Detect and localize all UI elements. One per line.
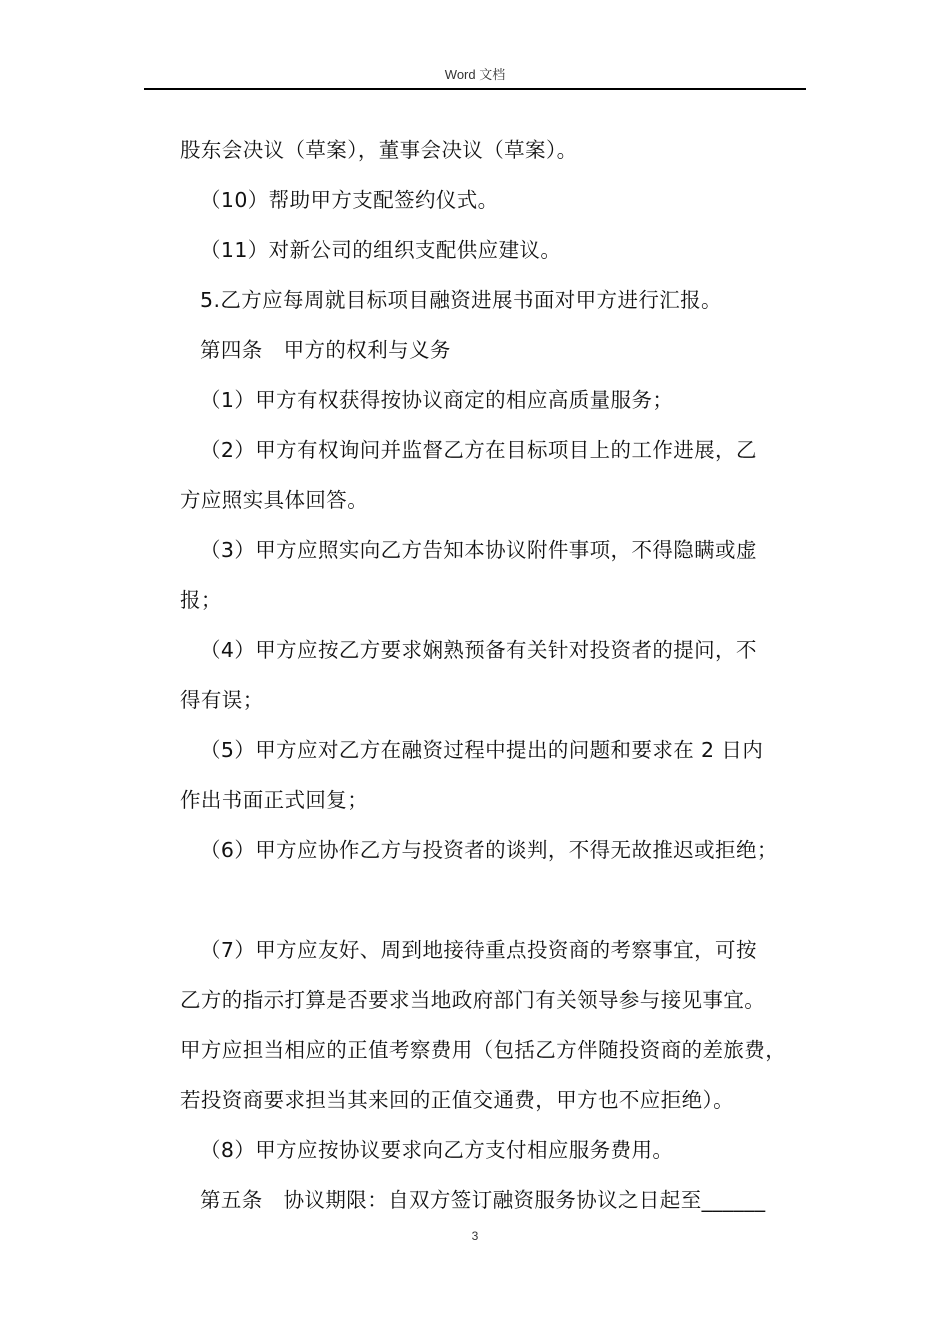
paragraph-line: （6）甲方应协作乙方与投资者的谈判，不得无故推迟或拒绝； [200,838,778,862]
paragraph-line: （5）甲方应对乙方在融资过程中提出的问题和要求在 2 日内 [200,738,764,762]
paragraph-line: 若投资商要求担当其来回的正值交通费，甲方也不应拒绝）。 [180,1088,735,1112]
paragraph-line: （2）甲方有权询问并监督乙方在目标项目上的工作进展，乙 [200,438,757,462]
header-text: Word 文档 [444,67,506,82]
header-divider [144,88,806,90]
paragraph-line: 甲方应担当相应的正值考察费用（包括乙方伴随投资商的差旅费， [180,1038,787,1062]
section-heading: 第五条 协议期限：自双方签订融资服务协议之日起至______ [200,1188,766,1212]
paragraph-line: （10）帮助甲方支配签约仪式。 [200,188,499,212]
paragraph-line: 乙方的指示打算是否要求当地政府部门有关领导参与接见事宜。 [180,988,766,1012]
paragraph-line: 得有误； [180,688,264,712]
paragraph-line: 股东会决议（草案），董事会决议（草案）。 [180,138,578,162]
page-header [0,66,950,84]
paragraph-line: 方应照实具体回答。 [180,488,369,512]
paragraph-line: （7）甲方应友好、周到地接待重点投资商的考察事宜，可按 [200,938,757,962]
paragraph-line: （1）甲方有权获得按协议商定的相应高质量服务； [200,388,674,412]
page-number: 3 [471,1229,479,1243]
paragraph-line: （8）甲方应按协议要求向乙方支付相应服务费用。 [200,1138,674,1162]
paragraph-line: 作出书面正式回复； [180,788,369,812]
paragraph-line: （3）甲方应照实向乙方告知本协议附件事项，不得隐瞒或虚 [200,538,757,562]
paragraph-line: 报； [180,588,222,612]
section-heading: 第四条 甲方的权利与义务 [200,338,451,362]
paragraph-line: （4）甲方应按乙方要求娴熟预备有关针对投资者的提问，不 [200,638,757,662]
paragraph-line: 5.乙方应每周就目标项目融资进展书面对甲方进行汇报。 [200,288,722,312]
paragraph-line: （11）对新公司的组织支配供应建议。 [200,238,562,262]
